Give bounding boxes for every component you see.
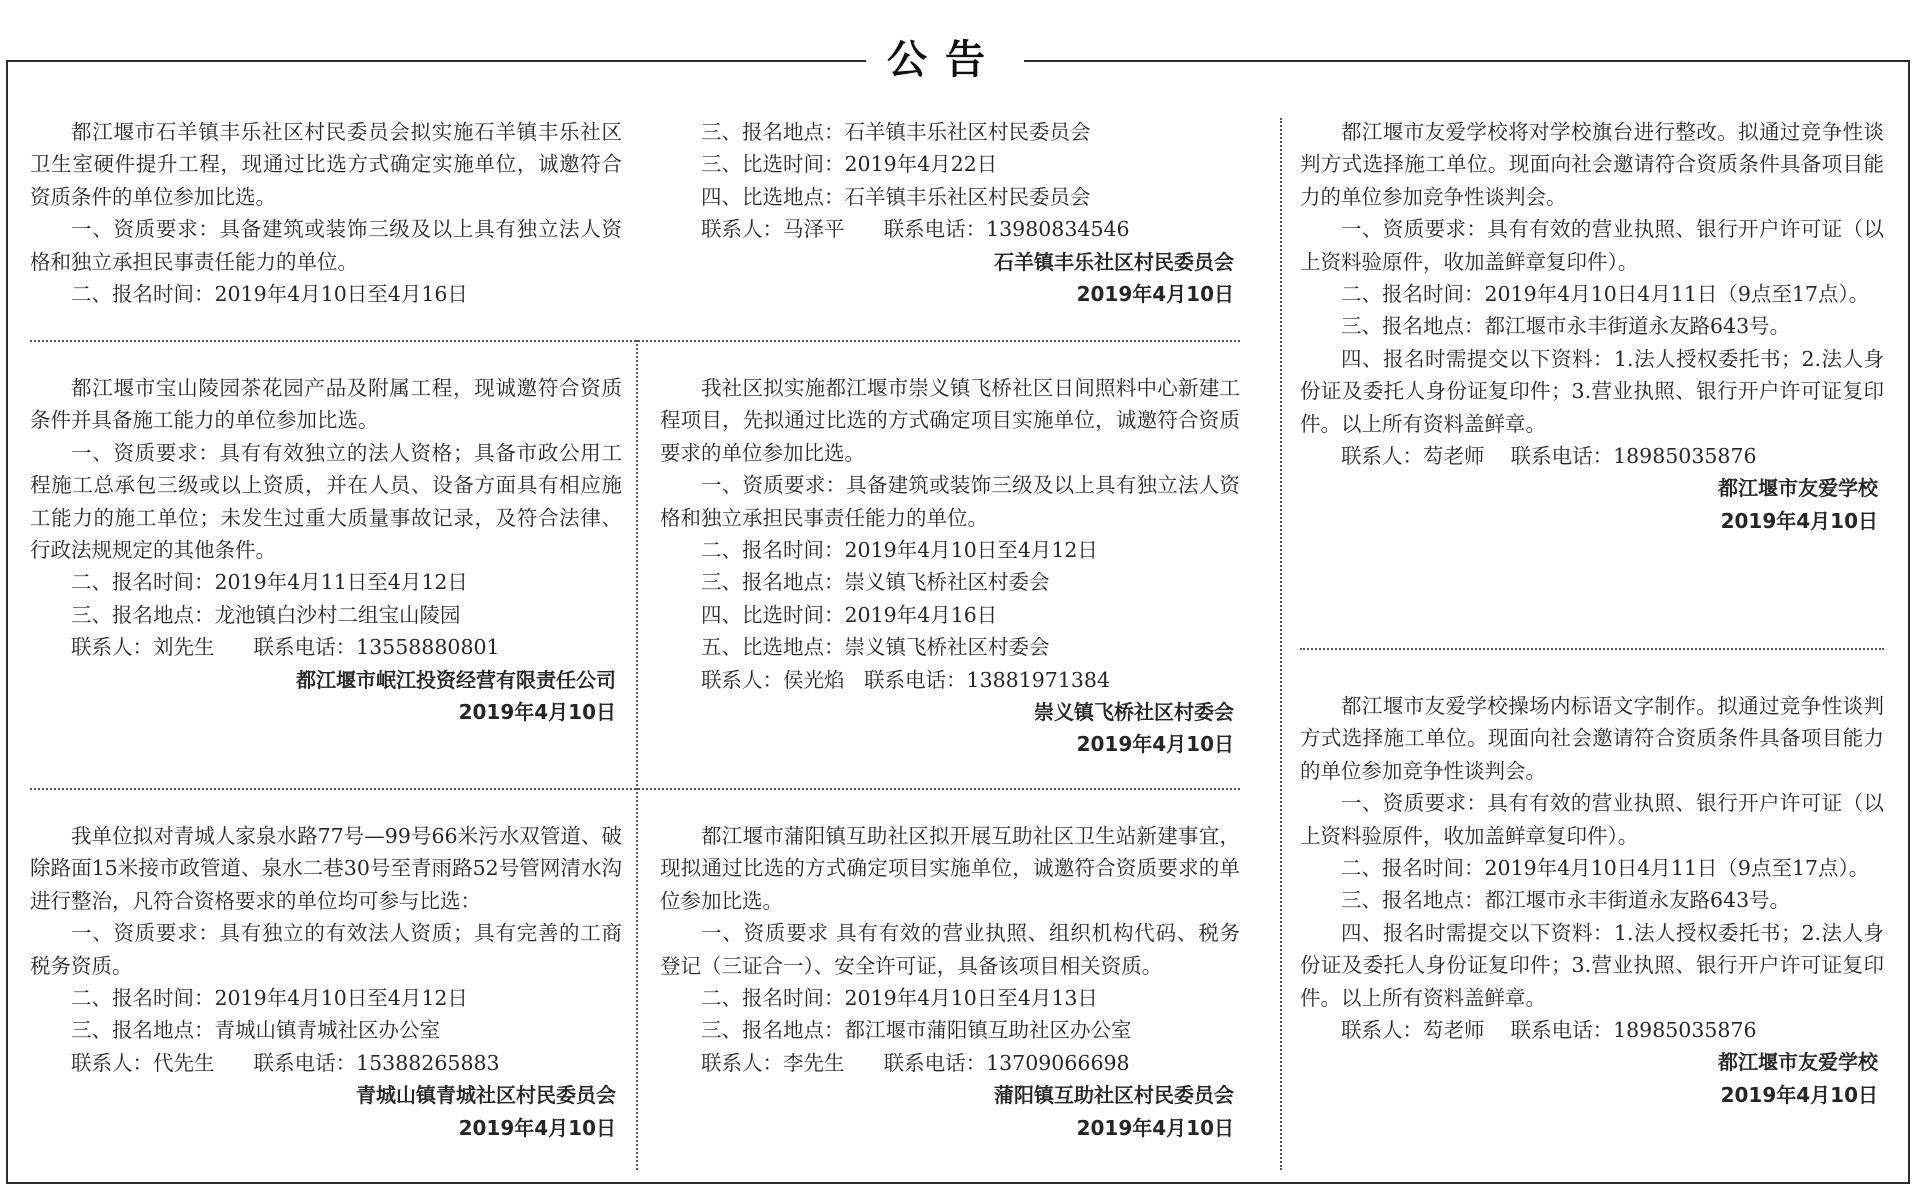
notice-3-date: 2019年4月10日 [1076,732,1234,757]
notice-4-org: 青城山镇青城社区村民委员会 [356,1083,616,1108]
notice-2-item-3: 三、报名地点：龙池镇白沙村二组宝山陵园 [71,602,461,627]
notice-6-item-4: 四、报名时需提交以下资料：1.法人授权委托书；2.法人身份证及委托人身份证复印件；3.营业执照、银行开户许可证复印件。以上所有资料盖鲜章。 [1300,346,1884,436]
notice-7 [1300,690,1884,1111]
notice-3-org: 崇义镇飞桥社区村委会 [1034,700,1234,725]
notice-6-item-3: 三、报名地点：都江堰市永丰街道永友路643号。 [1341,314,1791,339]
notice-6-item-1: 一、资质要求：具有有效的营业执照、银行开户许可证（以上资料验原件，收加盖鲜章复印件）。 [1300,217,1884,274]
notice-2-item-1: 一、资质要求：具有有效独立的法人资格；具备市政公用工程施工总承包三级或以上资质，并在人员、设备方面具有相应施工能力的施工单位；未发生过重大质量事故记录，及符合法律、行政法规规定的其他条件。 [30,440,622,563]
notice-4-item-1: 一、资质要求：具有独立的有效法人资质；具有完善的工商税务资质。 [30,921,622,978]
notice-1-org: 石羊镇丰乐社区村民委员会 [994,249,1234,274]
notice-7-item-1: 一、资质要求：具有有效的营业执照、银行开户许可证（以上资料验原件，收加盖鲜章复印件）。 [1300,791,1884,848]
notice-1-intro: 都江堰市石羊镇丰乐社区村民委员会拟实施石羊镇丰乐社区卫生室硬件提升工程，现通过比选方式确定实施单位，诚邀符合资质条件的单位参加比选。 [30,120,622,209]
notice-3-item-4: 四、比选时间：2019年4月16日 [701,602,998,627]
notice-3-item-3: 三、报名地点：崇义镇飞桥社区村委会 [701,570,1050,595]
notice-5-item-3: 三、报名地点：都江堰市蒲阳镇互助社区办公室 [701,1018,1132,1043]
notice-2-date: 2019年4月10日 [458,700,616,725]
notice-4-date: 2019年4月10日 [458,1115,616,1140]
row-divider-1 [30,340,1240,342]
notice-4-contact: 联系人：代先生 联系电话：15388265883 [71,1050,500,1075]
notice-2-contact: 联系人：刘先生 联系电话：13558880801 [71,635,500,660]
notice-7-item-3: 三、报名地点：都江堰市永丰街道永友路643号。 [1341,888,1791,913]
notice-3-contact: 联系人：侯光焰 联系电话：13881971384 [701,667,1111,692]
notice-5-item-1: 一、资质要求 具有有效的营业执照、组织机构代码、税务登记（三证合一）、安全许可证，具备该项目相关资质。 [660,921,1240,978]
page-title: 公告 [887,37,1003,83]
notice-7-item-4: 四、报名时需提交以下资料：1.法人授权委托书；2.法人身份证及委托人身份证复印件；3.营业执照、银行开户许可证复印件。以上所有资料盖鲜章。 [1300,920,1884,1010]
column-divider-right [1280,118,1282,1170]
row-divider-2 [30,788,1240,790]
notice-2-intro: 都江堰市宝山陵园茶花园产品及附属工程，现诚邀符合资质条件并具备施工能力的单位参加比选。 [30,376,622,433]
notice-5-intro: 都江堰市蒲阳镇互助社区拟开展互助社区卫生站新建事宜，现拟通过比选的方式确定项目实施单位，诚邀符合资质要求的单位参加比选。 [660,824,1240,913]
notice-3-item-5: 五、比选地点：崇义镇飞桥社区村委会 [701,635,1050,660]
notice-7-date: 2019年4月10日 [1720,1082,1878,1107]
notice-6-contact: 联系人：芶老师 联系电话：18985035876 [1341,444,1757,469]
notice-3-intro: 我社区拟实施都江堰市崇义镇飞桥社区日间照料中心新建工程项目，先拟通过比选的方式确定项目实施单位，诚邀符合资质要求的单位参加比选。 [660,376,1240,465]
notice-7-org: 都江堰市友爱学校 [1718,1050,1878,1075]
notice-3 [660,372,1240,761]
notice-2 [30,372,622,728]
notice-1-item-3: 三、报名地点：石羊镇丰乐社区村民委员会 [701,120,1091,144]
notice-6-intro: 都江堰市友爱学校将对学校旗台进行整改。拟通过竞争性谈判方式选择施工单位。现面向社会邀请符合资质条件具备项目能力的单位参加竞争性谈判会。 [1300,120,1884,209]
notice-7-item-2: 二、报名时间：2019年4月10日4月11日（9点至17点）。 [1341,856,1870,881]
notice-1-item-1: 一、资质要求：具备建筑或装饰三级及以上具有独立法人资格和独立承担民事责任能力的单位。 [30,217,622,274]
notice-5-date: 2019年4月10日 [1076,1115,1234,1140]
notice-4-intro: 我单位拟对青城人家泉水路77号—99号66米污水双管道、破除路面15米接市政管道、泉水二巷30号至青雨路52号管网清水沟进行整治，凡符合资格要求的单位均可参与比选： [30,824,622,913]
notice-7-intro: 都江堰市友爱学校操场内标语文字制作。拟通过竞争性谈判方式选择施工单位。现面向社会邀请符合资质条件具备项目能力的单位参加竞争性谈判会。 [1300,694,1884,783]
notice-4-item-2: 二、报名时间：2019年4月10日至4月12日 [71,986,468,1011]
notice-4-item-3: 三、报名地点：青城山镇青城社区办公室 [71,1018,440,1043]
notice-5-item-2: 二、报名时间：2019年4月10日至4月13日 [701,986,1098,1011]
notice-4 [30,820,622,1144]
notice-6-org: 都江堰市友爱学校 [1718,476,1878,501]
notice-1-item-4: 三、比选时间：2019年4月22日 [701,152,998,177]
notice-1-item-2: 二、报名时间：2019年4月10日至4月16日 [71,282,468,307]
notice-6-date: 2019年4月10日 [1720,508,1878,533]
column-divider-left [636,340,638,1170]
notice-1-item-5: 四、比选地点：石羊镇丰乐社区村民委员会 [701,184,1091,209]
notice-5-contact: 联系人：李先生 联系电话：13709066698 [701,1050,1130,1075]
notice-5-org: 蒲阳镇互助社区村民委员会 [994,1083,1234,1108]
notice-6-item-2: 二、报名时间：2019年4月10日4月11日（9点至17点）。 [1341,282,1870,307]
notice-1-continued [660,116,1240,310]
row-divider-right [1300,648,1884,650]
notice-1 [30,116,622,310]
notice-1-date: 2019年4月10日 [1076,282,1234,307]
notice-1-contact: 联系人：马泽平 联系电话：13980834546 [701,217,1130,242]
notice-3-item-2: 二、报名时间：2019年4月10日至4月12日 [701,538,1098,563]
notice-2-item-2: 二、报名时间：2019年4月11日至4月12日 [71,570,468,595]
notice-7-contact: 联系人：芶老师 联系电话：18985035876 [1341,1018,1757,1043]
notice-5 [660,820,1240,1144]
notice-3-item-1: 一、资质要求：具备建筑或装饰三级及以上具有独立法人资格和独立承担民事责任能力的单位。 [660,473,1240,530]
notice-6 [1300,116,1884,537]
notice-2-org: 都江堰市岷江投资经营有限责任公司 [296,667,616,692]
